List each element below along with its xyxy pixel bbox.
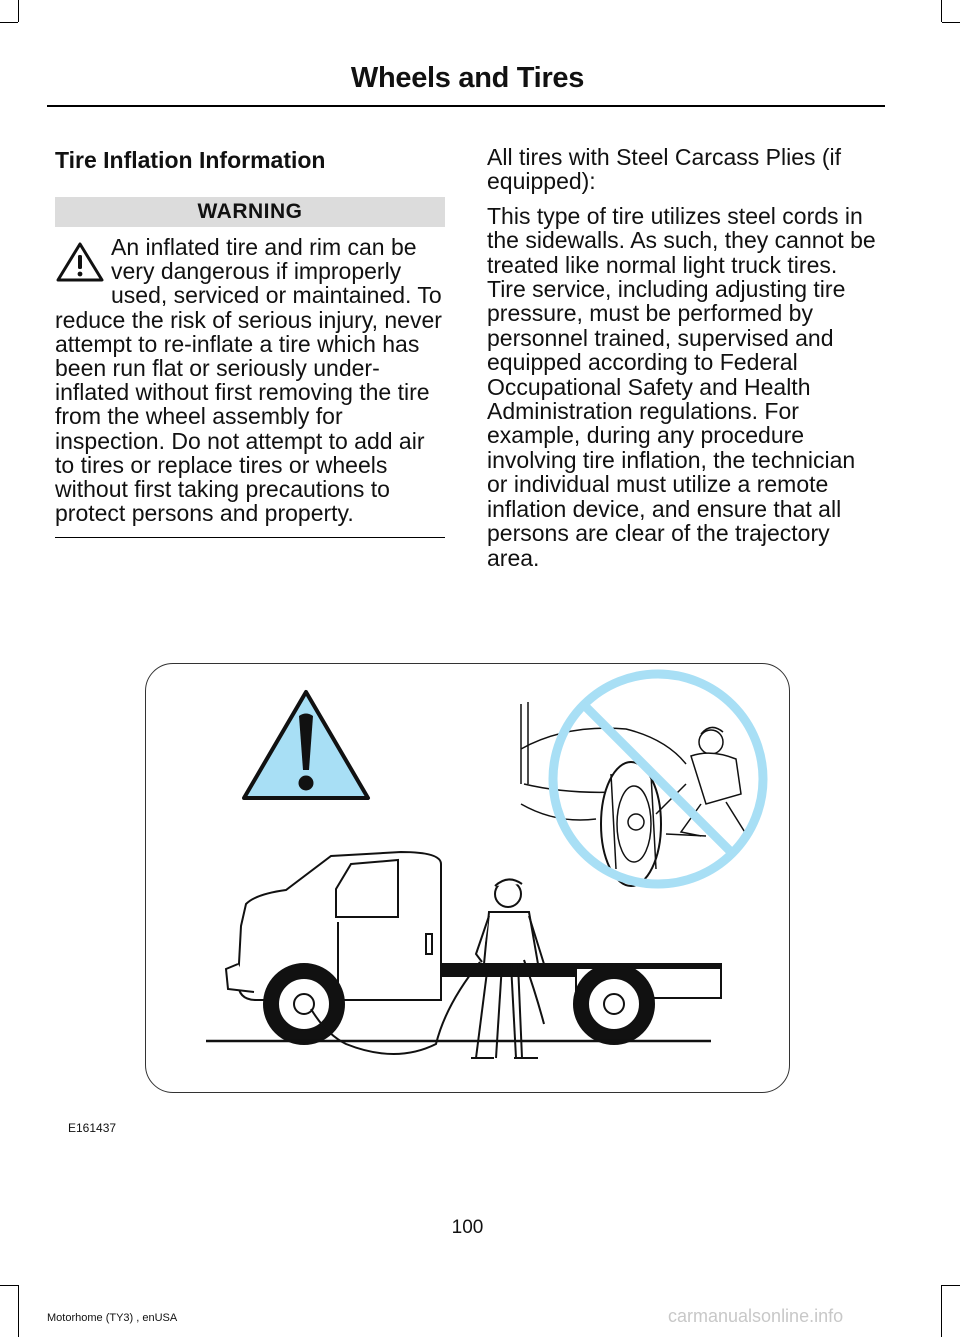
illustration-drawing xyxy=(146,664,789,1092)
crop-mark xyxy=(942,22,960,23)
steel-plies-intro: All tires with Steel Carcass Plies (if equipped): xyxy=(487,144,842,195)
crop-mark xyxy=(942,1285,960,1286)
crop-mark xyxy=(18,0,19,22)
section-title: Tire Inflation Information xyxy=(55,147,326,173)
right-column xyxy=(487,145,879,580)
page-number: 100 xyxy=(451,1217,484,1238)
crop-mark xyxy=(0,22,18,23)
header-divider xyxy=(47,105,885,107)
warning-body xyxy=(55,235,445,525)
warning-text: An inflated tire and rim can be very dangerous if improperly used, serviced or maintained. To reduce the risk of serious injury, never attempt to re-inflate a tire which has been run flat or seriously under-inflated without first removing the tire from the wheel assembly for inspection. Do not attempt to add air to tires or replace tires or wheels without first taking precautions to protect persons and property. xyxy=(55,234,442,527)
crop-mark xyxy=(0,1285,18,1286)
document-info: Motorhome (TY3) , enUSA xyxy=(47,1312,178,1324)
left-column xyxy=(55,145,445,538)
warning-end-rule xyxy=(55,537,445,538)
tire-inflation-illustration xyxy=(145,663,790,1093)
hazard-warning-icon xyxy=(244,692,368,798)
warning-triangle-icon xyxy=(55,241,105,283)
crop-mark xyxy=(18,1285,19,1337)
watermark: carmanualsonline.info xyxy=(668,1306,844,1326)
page-title: Wheels and Tires xyxy=(350,62,585,94)
crop-mark xyxy=(941,0,942,22)
warning-banner: WARNING xyxy=(55,197,445,227)
steel-plies-body: This type of tire utilizes steel cords in the sidewalls. As such, they cannot be treated like normal light truck tires. Tire service, including adjusting tire pressure, must be performed by personnel trained, supervised and equipped according to Federal Occupational Safety and Health Administration regulations. For example, during any procedure involving tire inflation, the technician or individual must utilize a remote inflation device, and ensure that all persons are clear of the trajectory area. xyxy=(487,202,876,571)
crop-mark xyxy=(941,1285,942,1337)
figure-code: E161437 xyxy=(68,1121,117,1135)
